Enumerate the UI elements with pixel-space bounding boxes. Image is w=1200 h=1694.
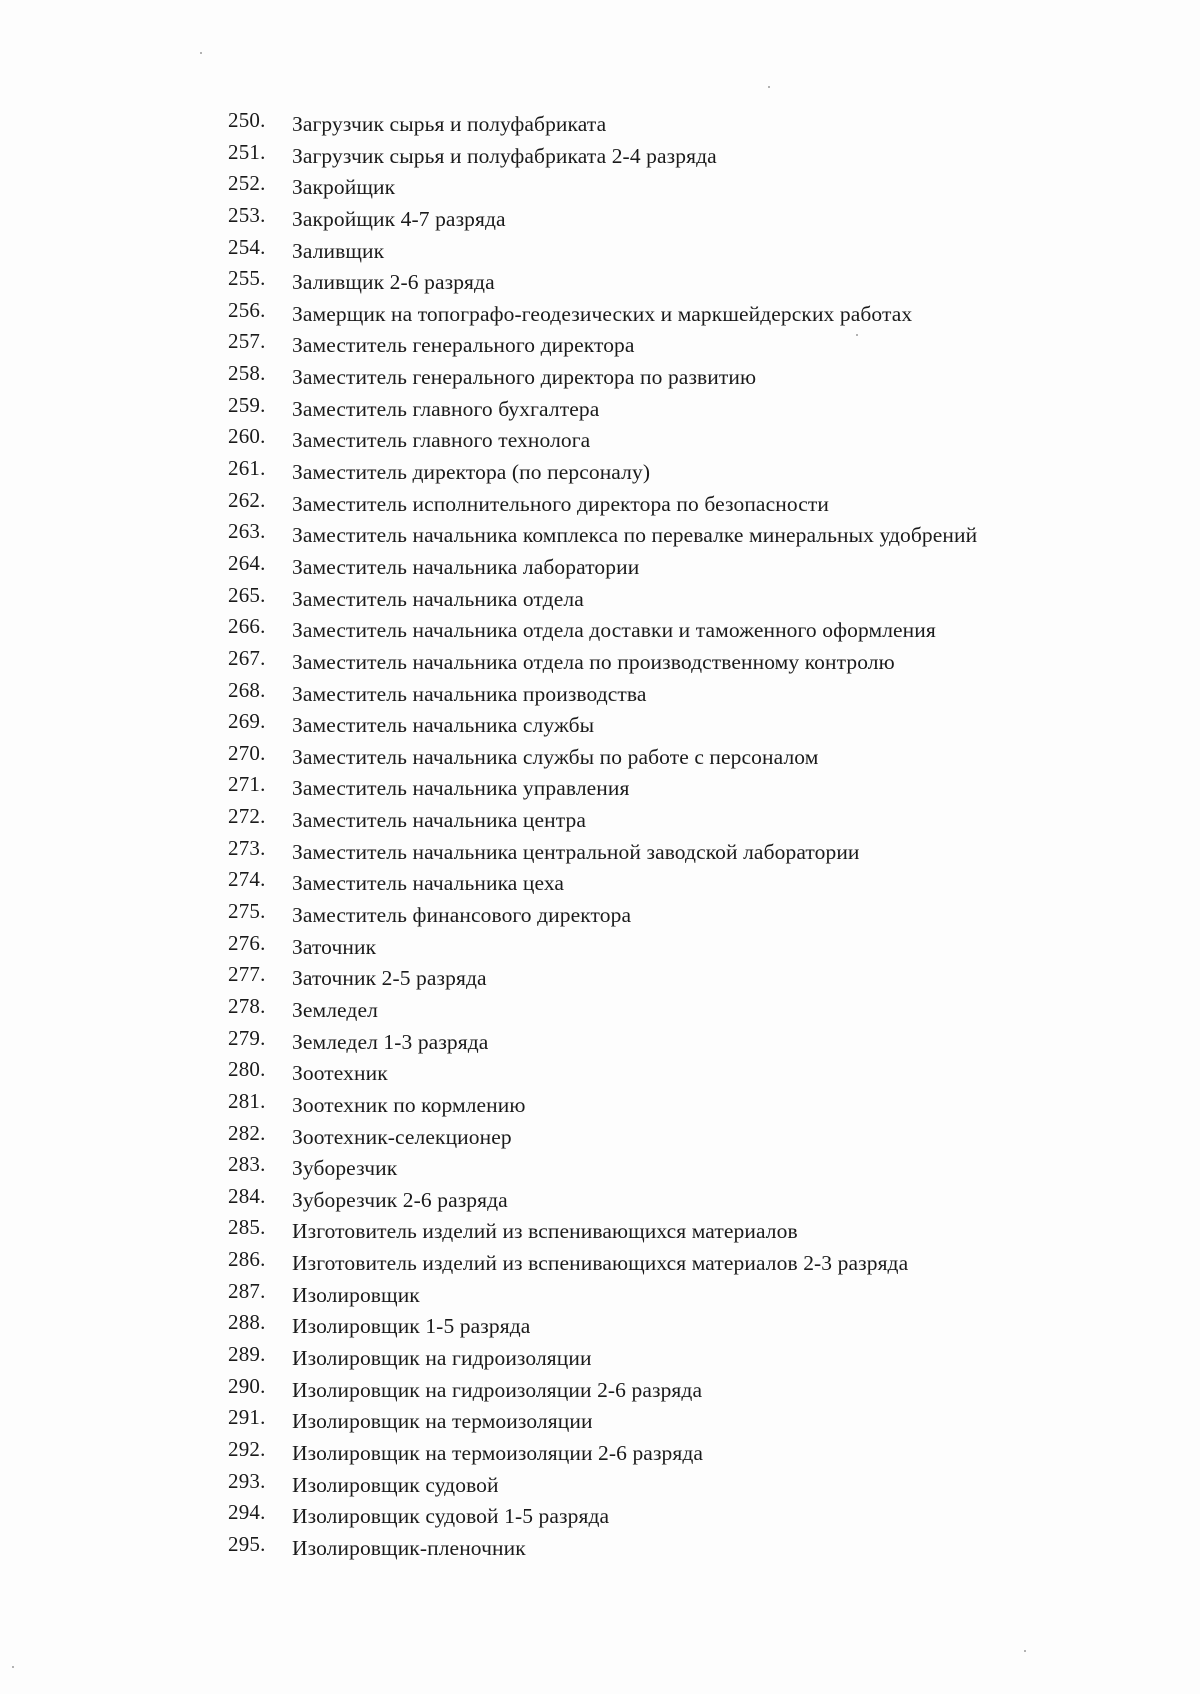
item-number: 268.	[228, 677, 266, 702]
list-item	[228, 677, 1168, 714]
item-text: Заместитель начальника лаборатории	[292, 554, 640, 579]
item-number: 258.	[228, 361, 266, 386]
item-text: Загрузчик сырья и полуфабриката	[292, 112, 607, 136]
list-item	[228, 1247, 1168, 1283]
list-item	[228, 1183, 1168, 1220]
item-number: 263.	[228, 519, 266, 544]
item-text: Изолировщик	[292, 1282, 420, 1307]
list-item	[228, 1120, 1168, 1157]
list-item	[228, 1405, 1168, 1441]
item-number: 266.	[228, 614, 266, 639]
scan-speck	[768, 86, 770, 88]
list-item	[228, 1373, 1168, 1410]
list-item	[228, 1436, 1168, 1473]
list-item	[228, 1310, 1168, 1346]
profession-list	[228, 108, 1168, 1567]
item-text: Закройщик	[292, 175, 396, 200]
list-item	[228, 329, 1168, 365]
list-item	[228, 899, 1168, 935]
list-item	[228, 108, 1168, 144]
item-number: 251.	[228, 139, 266, 164]
item-text: Земледел 1-3 разряда	[292, 1029, 489, 1054]
item-text: Заместитель начальника отдела по производственному контролю	[292, 649, 895, 674]
item-text: Заместитель начальника отдела доставки и таможенного оформления	[292, 618, 936, 643]
item-text: Земледел	[292, 997, 378, 1022]
item-number: 280.	[228, 1057, 266, 1082]
item-text: Изготовитель изделий из вспенивающихся материалов 2-3 разряда	[292, 1251, 909, 1276]
item-number: 277.	[228, 962, 266, 987]
item-number: 271.	[228, 772, 266, 797]
item-text: Заместитель генерального директора	[292, 333, 635, 358]
item-text: Изолировщик на гидроизоляции	[292, 1345, 592, 1370]
scan-speck	[1024, 1650, 1026, 1652]
list-item	[228, 1341, 1168, 1378]
item-text: Зуборезчик 2-6 разряда	[292, 1187, 508, 1212]
item-text: Заместитель начальника комплекса по перевалке минеральных удобрений	[292, 523, 978, 548]
list-item	[228, 519, 1168, 555]
list-item	[228, 1278, 1168, 1315]
list-item	[228, 1152, 1168, 1188]
item-text: Заместитель начальника центральной заводской лаборатории	[292, 839, 860, 864]
scan-speck	[200, 52, 202, 54]
item-number: 273.	[228, 835, 266, 860]
item-text: Изолировщик 1-5 разряда	[292, 1314, 531, 1339]
item-number: 270.	[228, 740, 266, 765]
list-item	[228, 456, 1168, 492]
item-number: 255.	[228, 266, 266, 291]
list-item	[228, 804, 1168, 840]
item-number: 279.	[228, 1025, 266, 1050]
list-item	[228, 1531, 1168, 1568]
list-item	[228, 930, 1168, 967]
list-item	[228, 867, 1168, 903]
list-item	[228, 1088, 1168, 1125]
item-text: Заточник 2-5 разряда	[292, 966, 487, 991]
list-item	[228, 202, 1168, 239]
item-text: Зоотехник по кормлению	[292, 1092, 526, 1117]
list-item	[228, 740, 1168, 777]
scan-speck	[12, 1666, 14, 1668]
list-item	[228, 1500, 1168, 1536]
item-text: Заместитель начальника центра	[292, 808, 587, 833]
item-number: 288.	[228, 1310, 266, 1335]
item-number: 289.	[228, 1341, 266, 1366]
item-text: Изолировщик на термоизоляции	[292, 1409, 593, 1434]
item-number: 281.	[228, 1088, 266, 1113]
item-text: Заместитель директора (по персоналу)	[292, 460, 651, 485]
list-item	[228, 392, 1168, 429]
item-number: 293.	[228, 1468, 266, 1493]
item-text: Заместитель главного технолога	[292, 428, 591, 453]
item-text: Заместитель начальника службы по работе с персоналом	[292, 744, 819, 769]
list-item	[228, 487, 1168, 524]
item-number: 275.	[228, 899, 266, 924]
list-item	[228, 772, 1168, 808]
list-item	[228, 993, 1168, 1030]
item-number: 283.	[228, 1152, 266, 1177]
list-item	[228, 1057, 1168, 1093]
item-text: Зоотехник	[292, 1061, 388, 1086]
item-number: 284.	[228, 1183, 266, 1208]
item-text: Заместитель финансового директора	[292, 903, 632, 928]
list-item	[228, 361, 1168, 397]
item-number: 256.	[228, 297, 266, 322]
item-number: 259.	[228, 392, 266, 417]
list-item	[228, 582, 1168, 619]
item-number: 269.	[228, 709, 266, 734]
item-number: 267.	[228, 645, 266, 670]
item-number: 286.	[228, 1247, 266, 1272]
item-text: Заместитель начальника службы	[292, 713, 595, 738]
item-number: 291.	[228, 1405, 266, 1430]
item-text: Изолировщик судовой 1-5 разряда	[292, 1504, 610, 1529]
list-item	[228, 234, 1168, 271]
item-number: 287.	[228, 1278, 266, 1303]
item-number: 260.	[228, 424, 266, 449]
list-item	[228, 835, 1168, 872]
item-text: Изготовитель изделий из вспенивающихся материалов	[292, 1219, 798, 1244]
item-text: Заместитель начальника производства	[292, 681, 647, 706]
list-item	[228, 1215, 1168, 1251]
item-text: Закройщик 4-7 разряда	[292, 206, 506, 231]
list-item	[228, 550, 1168, 587]
list-item	[228, 709, 1168, 745]
list-item	[228, 1025, 1168, 1062]
item-number: 276.	[228, 930, 266, 955]
item-text: Изолировщик на термоизоляции 2-6 разряда	[292, 1440, 704, 1465]
item-text: Замерщик на топографо-геодезических и маркшейдерских работах	[292, 301, 913, 326]
item-number: 272.	[228, 804, 266, 829]
item-text: Заместитель начальника цеха	[292, 871, 565, 896]
item-number: 294.	[228, 1500, 266, 1525]
item-number: 285.	[228, 1215, 266, 1240]
item-text: Заместитель главного бухгалтера	[292, 396, 600, 421]
item-number: 254.	[228, 234, 266, 259]
list-item	[228, 614, 1168, 650]
item-number: 282.	[228, 1120, 266, 1145]
item-number: 253.	[228, 202, 266, 227]
item-number: 257.	[228, 329, 266, 354]
list-item	[228, 171, 1168, 207]
item-number: 250.	[228, 108, 266, 132]
item-text: Заточник	[292, 934, 377, 959]
item-text: Зоотехник-селекционер	[292, 1124, 512, 1149]
list-item	[228, 645, 1168, 682]
item-number: 264.	[228, 550, 266, 575]
item-number: 265.	[228, 582, 266, 607]
item-text: Заместитель исполнительного директора по безопасности	[292, 491, 829, 516]
item-number: 261.	[228, 456, 266, 481]
item-text: Изолировщик-пленочник	[292, 1535, 526, 1560]
item-text: Загрузчик сырья и полуфабриката 2-4 разряда	[292, 143, 717, 168]
item-text: Заливщик	[292, 238, 385, 263]
item-text: Заместитель генерального директора по развитию	[292, 365, 757, 390]
item-number: 274.	[228, 867, 266, 892]
item-number: 262.	[228, 487, 266, 512]
list-item	[228, 1468, 1168, 1505]
item-text: Изолировщик судовой	[292, 1472, 499, 1497]
item-number: 290.	[228, 1373, 266, 1398]
item-number: 252.	[228, 171, 266, 196]
item-number: 295.	[228, 1531, 266, 1556]
list-item	[228, 962, 1168, 998]
item-text: Изолировщик на гидроизоляции 2-6 разряда	[292, 1377, 703, 1402]
list-item	[228, 139, 1168, 176]
list-item	[228, 424, 1168, 460]
item-text: Заливщик 2-6 разряда	[292, 270, 495, 295]
item-text: Зуборезчик	[292, 1156, 398, 1181]
list-item	[228, 297, 1168, 334]
item-number: 278.	[228, 993, 266, 1018]
item-text: Заместитель начальника отдела	[292, 586, 584, 611]
list-item	[228, 266, 1168, 302]
item-text: Заместитель начальника управления	[292, 776, 630, 801]
item-number: 292.	[228, 1436, 266, 1461]
